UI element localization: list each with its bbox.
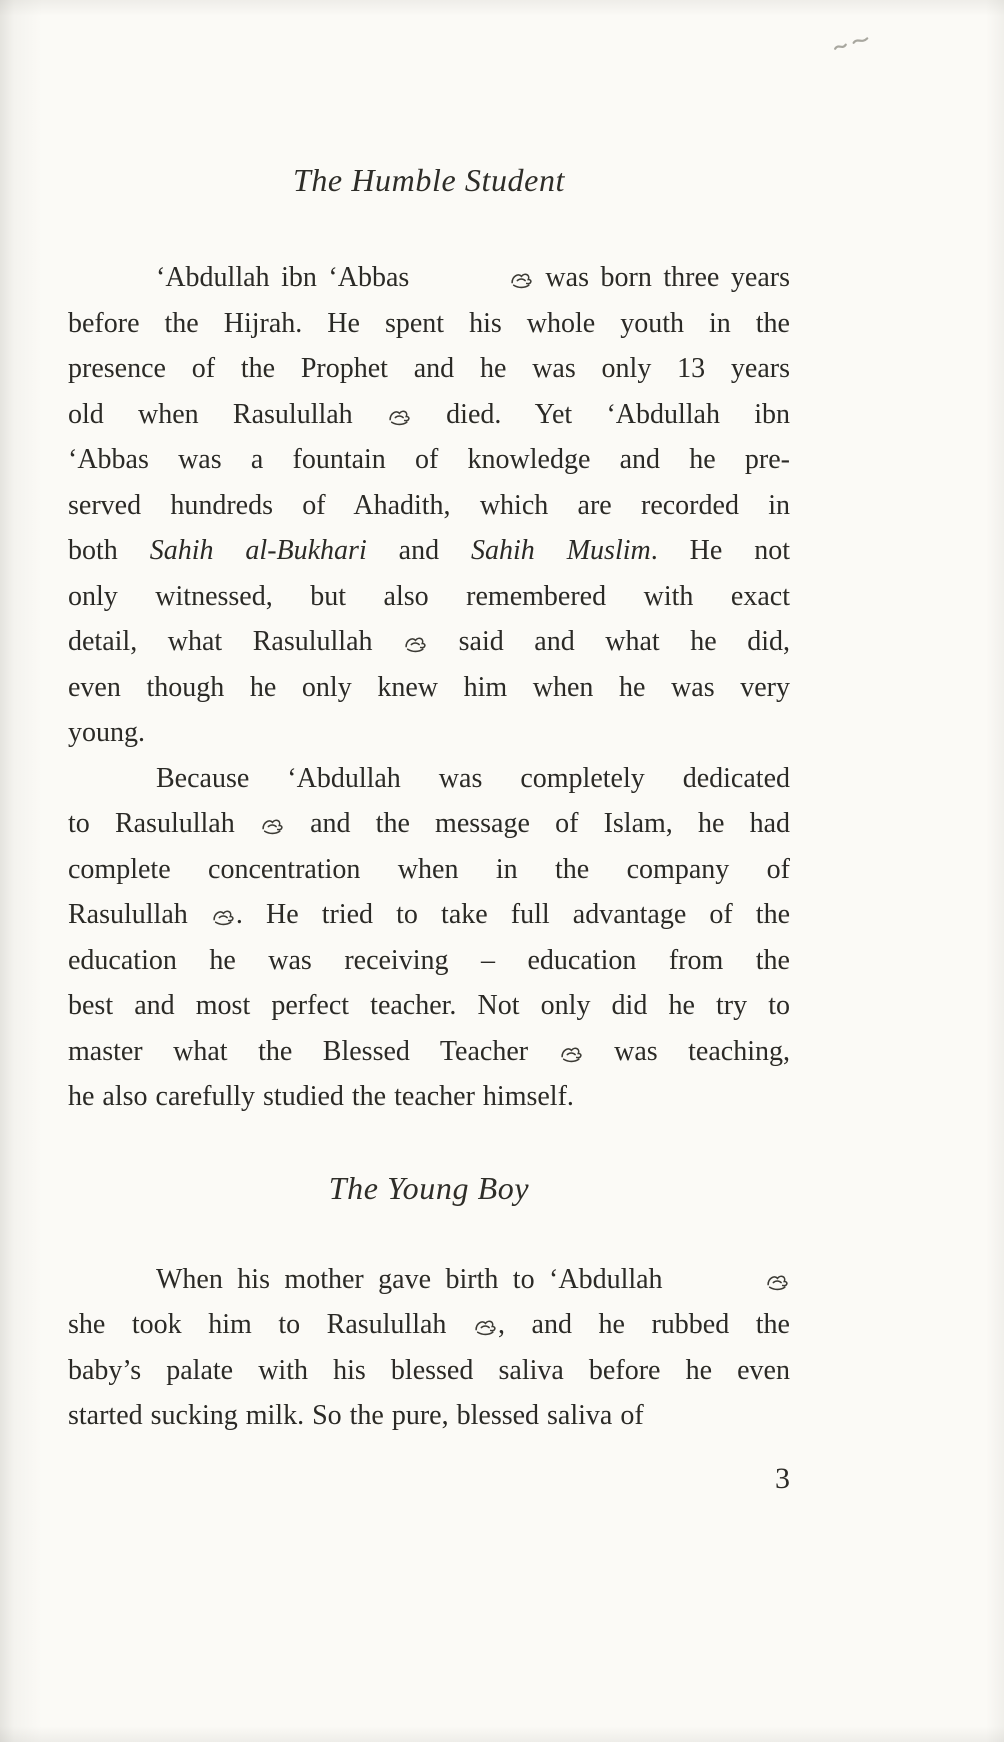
text-segment: ‘Abdullah ibn ‘Abbas (156, 262, 421, 293)
text-segment: Because ‘Abdullah was completely dedicated (156, 762, 790, 794)
text-segment: young. (68, 717, 145, 748)
honorific-sallallahu-alayhi-wa-sallam-calligraphy-icon (211, 906, 236, 927)
text-segment: Rasulullah (68, 899, 211, 930)
text-segment: best and most perfect teacher. Not only did he try to (68, 990, 790, 1021)
text-segment: and the message of Islam, he had (284, 808, 790, 839)
text-line (68, 437, 790, 483)
text-segment: baby’s palate with his blessed saliva before he even (68, 1354, 790, 1386)
text-line (68, 1257, 790, 1303)
text-segment: even though he only knew him when he was very (68, 671, 790, 703)
text-segment: ‘Abbas was a fountain of knowledge and he pre- (68, 444, 790, 475)
text-segment: . He not (650, 535, 791, 566)
text-line (68, 392, 790, 438)
text-line (68, 301, 790, 347)
text-line (68, 619, 790, 665)
text-segment: presence of the Prophet and he was only 13 years (68, 353, 790, 384)
honorific-radiyallahu-anhu-calligraphy-icon (421, 269, 534, 290)
text-line (68, 756, 790, 802)
text-line (68, 938, 790, 984)
text-segment: died. Yet ‘Abdullah ibn (411, 398, 790, 430)
text-line (68, 1348, 790, 1394)
text-line (68, 1302, 790, 1348)
text-line (68, 1393, 790, 1439)
book-title: Sahih Muslim (471, 535, 651, 566)
section-heading-the-humble-student: The Humble Student (292, 162, 566, 198)
text-line (68, 801, 790, 847)
honorific-sallallahu-alayhi-wa-sallam-calligraphy-icon (403, 633, 428, 654)
honorific-sallallahu-alayhi-wa-sallam-calligraphy-icon (387, 406, 412, 427)
text-segment: complete concentration when in the company of (68, 853, 790, 885)
text-segment: and (366, 535, 472, 566)
text-segment: she took him to Rasulullah (68, 1309, 473, 1340)
text-segment: before the Hijrah. He spent his whole youth in the (68, 307, 790, 339)
text-line (68, 483, 790, 529)
page-body (68, 0, 790, 1439)
text-segment: When his mother gave birth to ‘Abdullah (156, 1263, 677, 1295)
honorific-sallallahu-alayhi-wa-sallam-calligraphy-icon (473, 1316, 498, 1337)
honorific-sallallahu-alayhi-wa-sallam-calligraphy-icon (559, 1043, 584, 1064)
text-line (68, 1029, 790, 1075)
text-line (68, 892, 790, 938)
page-number: 3 (775, 1462, 790, 1495)
text-segment: , and he rubbed the (497, 1309, 790, 1340)
text-segment: started sucking milk. So the pure, blessed saliva of (68, 1400, 644, 1431)
paragraph (68, 756, 790, 1120)
text-segment: old when Rasulullah (68, 398, 387, 430)
text-segment: he also carefully studied the teacher himself. (68, 1081, 574, 1112)
text-segment: only witnessed, but also remembered with exact (68, 580, 790, 612)
text-line (68, 528, 790, 574)
text-segment: master what the Blessed Teacher (68, 1035, 559, 1067)
book-title: Sahih al-Bukhari (149, 535, 367, 566)
section-heading-the-young-boy: The Young Boy (328, 1169, 530, 1206)
text-line (68, 1074, 790, 1120)
text-segment: education he was receiving – education from the (68, 944, 790, 976)
honorific-sallallahu-alayhi-wa-sallam-calligraphy-icon (260, 815, 285, 836)
text-line (68, 665, 790, 711)
text-line (68, 847, 790, 893)
text-line (68, 255, 790, 301)
text-segment: both (68, 535, 150, 566)
paragraph (68, 1257, 790, 1439)
text-segment: to Rasulullah (68, 808, 260, 839)
text-line (68, 983, 790, 1029)
text-line (68, 346, 790, 392)
stray-ink-mark-icon (832, 34, 872, 59)
honorific-radiyallahu-anhu-calligraphy-icon (677, 1271, 790, 1292)
text-segment: detail, what Rasulullah (68, 626, 404, 657)
text-segment: was born three years (533, 262, 790, 293)
text-line (68, 710, 790, 756)
paragraph (68, 255, 790, 756)
text-segment: . He tried to take full advantage of the (235, 899, 790, 930)
text-segment: was teaching, (583, 1035, 790, 1067)
text-segment: served hundreds of Ahadith, which are recorded in (68, 489, 790, 521)
text-line (68, 574, 790, 620)
text-segment: said and what he did, (428, 626, 791, 657)
